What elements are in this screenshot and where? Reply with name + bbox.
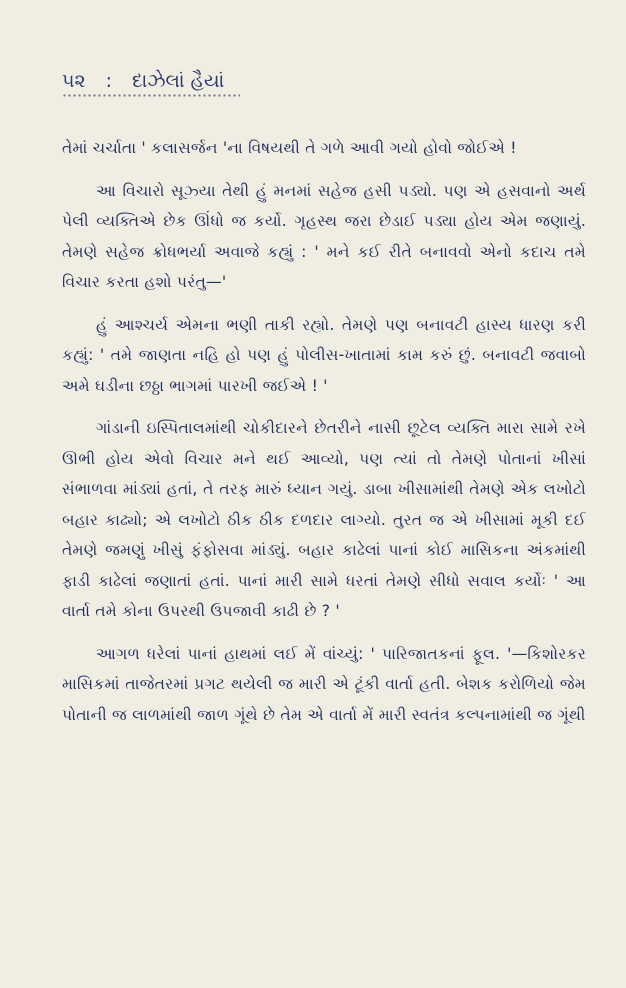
- book-title: દાઝેલાં હૈયાં: [132, 70, 225, 92]
- page-number: ૫૨: [62, 70, 86, 92]
- paragraph: ગાંડાની ઇસ્પિતાલમાંથી ચોકીદારને છેતરીને નાસી છૂટેલ વ્યક્તિ મારા સામે રખે ઊભી હોય એવો વિચાર મને થઈ આવ્યો, પણ ત્યાં તો તેમણે પોતાનાં ખીસાં સંભાળવા માંડ્યાં હતાં, તે તરફ મારું ધ્યાન ગયું. ડાબા ખીસામાંથી તેમણે એક લખોટો બહાર કાઢ્યો; એ લખોટો ઠીક ઠીક દળદાર લાગ્યો. તુરત જ એ ખીસામાં મૂકી દઈ તેમણે જમણું ખીસું ફંફોસવા માંડ્યું. બહાર કાઢેલાં પાનાં કોઈ માસિકના અંકમાંથી ફાડી કાઢેલાં જણાતાં હતાં. પાનાં મારી સામે ધરતાં તેમણે સીધો સવાલ કર્યોઃ ' આ વાર્તા તમે કોના ઉપરથી ઉપજાવી કાઢી છે ? ': [62, 419, 586, 620]
- running-head: [62, 70, 586, 92]
- header-separator: :: [105, 70, 113, 92]
- paragraph-continued: તેમાં ચર્ચાતા ' કલાસર્જન 'ના વિષયથી તે ગળે આવી ગયો હોવો જોઈએ !: [62, 139, 517, 157]
- paragraph: હું આશ્ચર્ય એમના ભણી તાકી રહ્યો. તેમણે પણ બનાવટી હાસ્ય ધારણ કરી કહ્યું: ' તમે જાણતા નહિ હો પણ હું પોલીસ-ખાતામાં કામ કરું છું. બનાવટી જવાબો અમે ઘડીના છઠ્ઠા ભાગમાં પારખી જઈએ ! ': [62, 315, 586, 395]
- paragraph: આ વિચારો સૂઝ્યા તેથી હું મનમાં સહેજ હસી પડ્યો. પણ એ હસવાનો અર્થ પેલી વ્યક્તિએ છેક ઊંધો જ કર્યો. ગૃહસ્થ જરા છેડાઈ પડ્યા હોય એમ જણાયું. તેમણે સહેજ ક્રોધભર્યા અવાજે કહ્યું : ' મને કઈ રીતે બનાવવો એનો કદાચ તમે વિચાર કરતા હશો પરંતુ—': [62, 181, 586, 291]
- header-rule: [62, 94, 240, 97]
- paragraph: આગળ ધરેલાં પાનાં હાથમાં લઈ મેં વાંચ્યું: ' પારિજાતકનાં ફૂલ. '—કિશોરકર માસિકમાં તાજેતરમાં પ્રગટ થયેલી જ મારી એ ટૂંકી વાર્તા હતી. બેશક કરોળિયો જેમ પોતાની જ લાળમાંથી જાળ ગૂંથે છે તેમ એ વાર્તા મેં મારી સ્વતંત્ર કલ્પનામાંથી જ ગૂંથી: [62, 644, 586, 724]
